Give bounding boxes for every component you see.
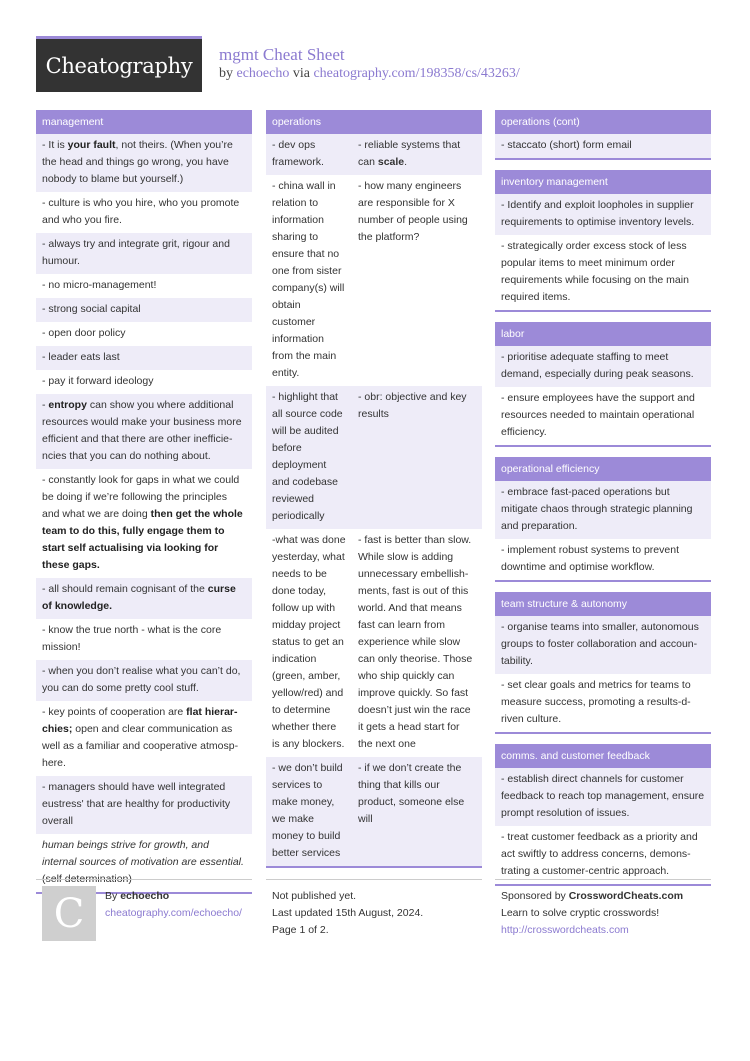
list-item: human beings strive for growth, and internal sources of motivation are essential. (self determination) (42, 839, 244, 885)
section-title: operations (cont) (495, 110, 711, 134)
sponsor-line: Sponsored by CrosswordCheats.com (501, 890, 684, 902)
author-profile-link[interactable]: cheatography.com/echoecho/ (105, 907, 242, 919)
table-cell: -what was done yesterday, what needs to be done today, follow up with midday project status to get an indication (green, amber, yellow/red) and to determine whether there is any blockers. (272, 534, 346, 750)
table-cell: - we don’t build services to make money, we make money to build better services (272, 762, 343, 859)
section-title: operational efficiency (495, 457, 711, 481)
list-item: - implement robust systems to prevent downtime and optimise workflow. (501, 544, 679, 573)
table-cell: - china wall in relation to information sharing to ensure that no one from sister company(s) will obtain customer information from the main entity. (272, 180, 345, 379)
published-status: Not published yet. (272, 890, 357, 902)
section-title: comms. and customer feedback (495, 744, 711, 768)
section-labor (495, 322, 711, 447)
list-item: - prioritise adequate staffing to meet demand, especially during peak seasons. (495, 346, 711, 387)
list-item: - embrace fast-paced operations but mitigate chaos through strategic planning and preparation. (495, 481, 711, 539)
table-cell: - reliable systems that can scale. (358, 139, 461, 168)
section-operations (266, 110, 482, 868)
page-number: Page 1 of 2. (272, 924, 329, 936)
list-item: - set clear goals and metrics for teams to measure success, promoting a results-driven culture. (501, 679, 691, 725)
section-team-structure (495, 592, 711, 734)
logo-text: Cheatography (45, 53, 193, 78)
list-item: - pay it forward ideology (42, 375, 154, 387)
section-operations-cont (495, 110, 711, 160)
list-item: - strategically order excess stock of less popular items to meet minimum order requirements while focusing on the main required items. (501, 240, 689, 303)
footer-sponsor (495, 879, 711, 949)
section-title: management (36, 110, 252, 134)
list-item: - leader eats last (36, 346, 252, 370)
section-title: team structure & autonomy (495, 592, 711, 616)
table-row (266, 175, 482, 386)
column-1 (36, 110, 252, 904)
list-item: - when you don’t realise what you can’t do, you can do some pretty cool stuff. (36, 660, 252, 701)
table-cell: - dev ops framework. (272, 139, 324, 168)
last-updated: Last updated 15th August, 2024. (272, 907, 424, 919)
list-item: - all should remain cognisant of the curse of knowledge. (36, 578, 252, 619)
table-row (266, 529, 482, 757)
section-title: inventory management (495, 170, 711, 194)
section-management (36, 110, 252, 894)
cheatography-logo[interactable] (36, 36, 202, 92)
list-item: - ensure employees have the support and resources needed to maintain operational efficiency. (501, 392, 695, 438)
list-item: - culture is who you hire, who you promote and who you fire. (42, 197, 240, 226)
list-item: - Identify and exploit loopholes in supplier requirements to optimise inventory levels. (495, 194, 711, 235)
footer-status (266, 879, 482, 949)
sponsor-link[interactable]: http://crosswordcheats.com (501, 924, 629, 936)
list-item: - establish direct channels for customer feedback to reach top management, ensure prompt resolution of issues. (495, 768, 711, 826)
table-row (266, 386, 482, 529)
sponsor-tagline: Learn to solve cryptic crosswords! (501, 907, 660, 919)
avatar: C (42, 886, 96, 941)
table-row (266, 134, 482, 175)
list-item: - always try and integrate grit, rigour and humour. (36, 233, 252, 274)
table-cell: - how many engineers are responsible for X number of people using the platform? (358, 180, 468, 243)
table-cell: - highlight that all source code will be audited before deployment and codebase reviewed periodically (272, 391, 343, 522)
list-item: - entropy can show you where additional resources would make your business more efficient and that there are other inefficiencies that you can do nothing about. (36, 394, 252, 469)
page-title: mgmt Cheat Sheet (219, 45, 345, 64)
list-item: - open door policy (42, 327, 126, 339)
list-item: - no micro-management! (42, 279, 157, 291)
sheet-url-link[interactable]: cheatography.com/198358/cs/43263/ (313, 66, 520, 81)
list-item: - know the true north - what is the core mission! (42, 624, 222, 653)
byline: by echoecho via cheatography.com/198358/cs/43263/ (219, 66, 520, 81)
list-item: - strong social capital (36, 298, 252, 322)
section-title: operations (266, 110, 482, 134)
author-link[interactable]: echoecho (236, 66, 290, 81)
list-item: - key points of cooperation are flat hierarchies; open and clear communication as well as a familiar and cooperative atmosphere. (42, 706, 239, 769)
list-item: - treat customer feedback as a priority and act swiftly to address concerns, demonstrating a customer-centric approach. (501, 831, 698, 877)
table-row (266, 757, 482, 866)
list-item: - staccato (short) form email (495, 134, 711, 158)
column-3 (495, 110, 711, 896)
list-item: - managers should have well integrated eustress' that are healthy for productivity overall (36, 776, 252, 834)
section-inventory-management (495, 170, 711, 312)
section-comms-feedback (495, 744, 711, 886)
section-operational-efficiency (495, 457, 711, 582)
table-cell: - if we don’t create the thing that kills our product, someone else will (358, 762, 465, 825)
footer-author (36, 879, 252, 949)
list-item: - organise teams into smaller, autonomous groups to foster collaboration and accountability. (495, 616, 711, 674)
column-2 (266, 110, 482, 878)
table-cell: - obr: objective and key results (358, 391, 467, 420)
table-cell: - fast is better than slow. While slow is adding unnecessary embellishments, fast is out of this world. And that means fast can learn from experience while slow can only theorise. Those who ship quickly can improve quickly. So fast doesn’t just win the race it gets a head start for the next one (358, 534, 473, 750)
list-item: - constantly look for gaps in what we could be doing if we’re following the principles and what we are doing then get the whole team to do this, fully engage them to start self actualising via looking for these gaps. (42, 474, 243, 571)
footer-by: By echoecho (105, 890, 170, 902)
list-item: - It is your fault, not theirs. (When you’re the head and things go wrong, you have nobody to blame but yourself.) (36, 134, 252, 192)
section-title: labor (495, 322, 711, 346)
